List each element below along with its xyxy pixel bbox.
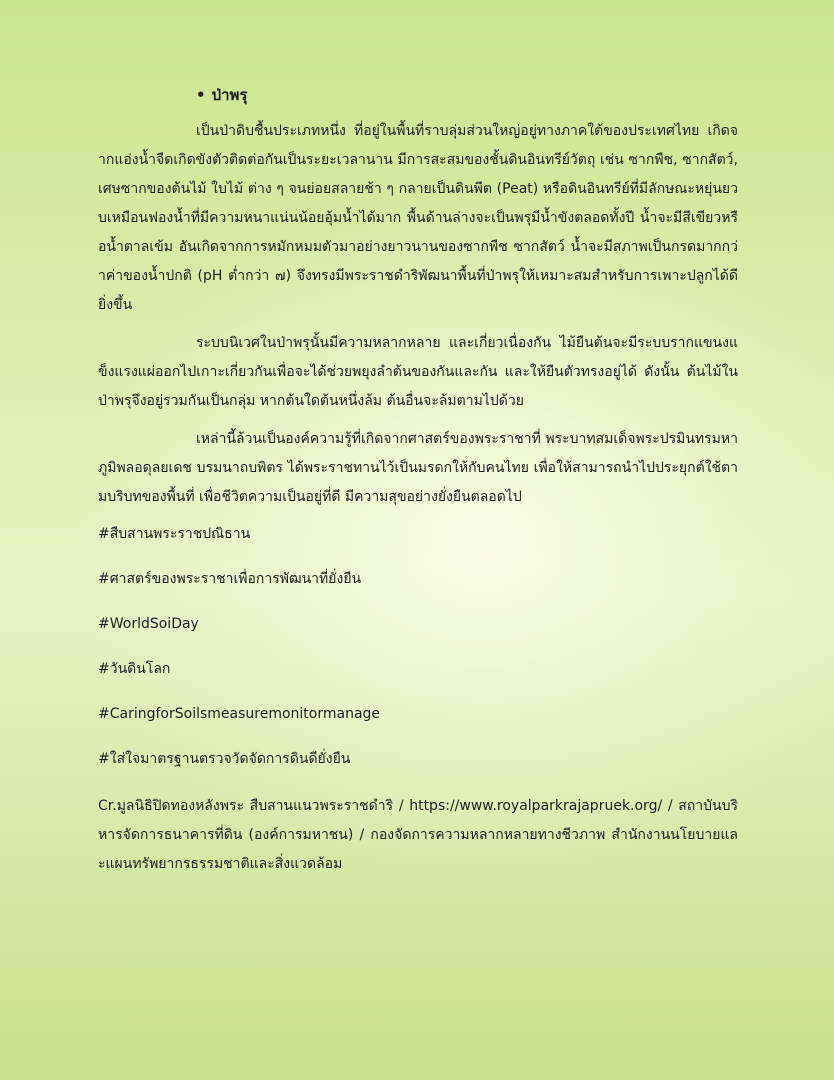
paragraph-ecosystem: ระบบนิเวศในป่าพรุนั้นมีความหลากหลาย และเกี่ยวเนื่องกัน ไม้ยืนต้นจะมีระบบรากแขนงแข็งแรงแผ่ออกไปเกาะเกี่ยวกันเพื่อจะได้ช่วยพยุงลำต้นของกันและกัน และให้ยืนตัวทรงอยู่ได้ ดังนั้น ต้นไม้ในป่าพรุจึงอยู่รวมกันเป็นกลุ่ม หากต้นใดต้นหนึ่งล้ม ต้นอื่นจะล้มตามไปด้วย [98,335,738,409]
hashtag[interactable]: #WorldSoiDay [98,616,199,632]
hashtag[interactable]: #ใส่ใจมาตรฐานตรวจวัดจัดการดินดียั่งยืน [98,751,351,767]
hashtag[interactable]: #ศาสตร์ของพระราชาเพื่อการพัฒนาที่ยั่งยืน [98,571,362,587]
credit-text: Cr.มูลนิธิปิดทองหลังพระ สืบสานแนวพระราชดำริ / https://www.royalparkrajapruek.org/ / สถาบันบริหารจัดการธนาคารที่ดิน (องค์การมหาชน) / กองจัดการความหลากหลายทางชีวภาพ สำนักงานนโยบายและแผนทรัพยากรธรรมชาติและสิ่งแวดล้อม [98,798,738,872]
paragraph-royal-knowledge: เหล่านี้ล้วนเป็นองค์ความรู้ที่เกิดจากศาสตร์ของพระราชาที่ พระบาทสมเด็จพระปรมินทรมหาภูมิพลอดุลยเดช บรมนาถบพิตร ได้พระราชทานไว้เป็นมรดกให้กับคนไทย เพื่อให้สามารถนำไปประยุกต์ใช้ตามบริบทของพื้นที่ เพื่อชีวิตความเป็นอยู่ที่ดี มีความสุขอย่างยั่งยืนตลอดไป [98,431,738,505]
section-heading [196,83,738,107]
hashtag-list [98,522,738,771]
paragraph-peat-swamp: เป็นป่าดิบชื้นประเภทหนึ่ง ที่อยู่ในพื้นที่ราบลุ่มส่วนใหญ่อยู่ทางภาคใต้ของประเทศไทย เกิดจากแอ่งน้ำจืดเกิดขังตัวติดต่อกันเป็นระยะเวลานาน มีการสะสมของชั้นดินอินทรีย์วัตถุ เช่น ซากพืช, ซากสัตว์, เศษซากของต้นไม้ ใบไม้ ต่าง ๆ จนย่อยสลายช้า ๆ กลายเป็นดินพีต (Peat) หรือดินอินทรีย์ที่มีลักษณะหยุ่นยวบเหมือนฟองน้ำที่มีความหนาแน่นน้อยอุ้มน้ำได้มาก พื้นด้านล่างจะเป็นพรุมีน้ำขังตลอดทั้งปี น้ำจะมีสีเขียวหรือน้ำตาลเข้ม อันเกิดจากการหมักหมมตัวมาอย่างยาวนานของซากพืช ซากสัตว์ น้ำจะมีสภาพเป็นกรดมากกว่าค่าของน้ำปกติ (pH ต่ำกว่า ๗) จึงทรงมีพระราชดำริพัฒนาพื้นที่ป่าพรุให้เหมาะสมสำหรับการเพาะปลูกได้ดียิ่งขึ้น [98,123,738,313]
bullet-icon: • [196,86,206,104]
hashtag[interactable]: #สืบสานพระราชปณิธาน [98,526,251,542]
hashtag[interactable]: #วันดินโลก [98,661,171,677]
hashtag[interactable]: #CaringforSoilsmeasuremonitormanage [98,706,381,722]
heading-title: ป่าพรุ [211,86,248,104]
